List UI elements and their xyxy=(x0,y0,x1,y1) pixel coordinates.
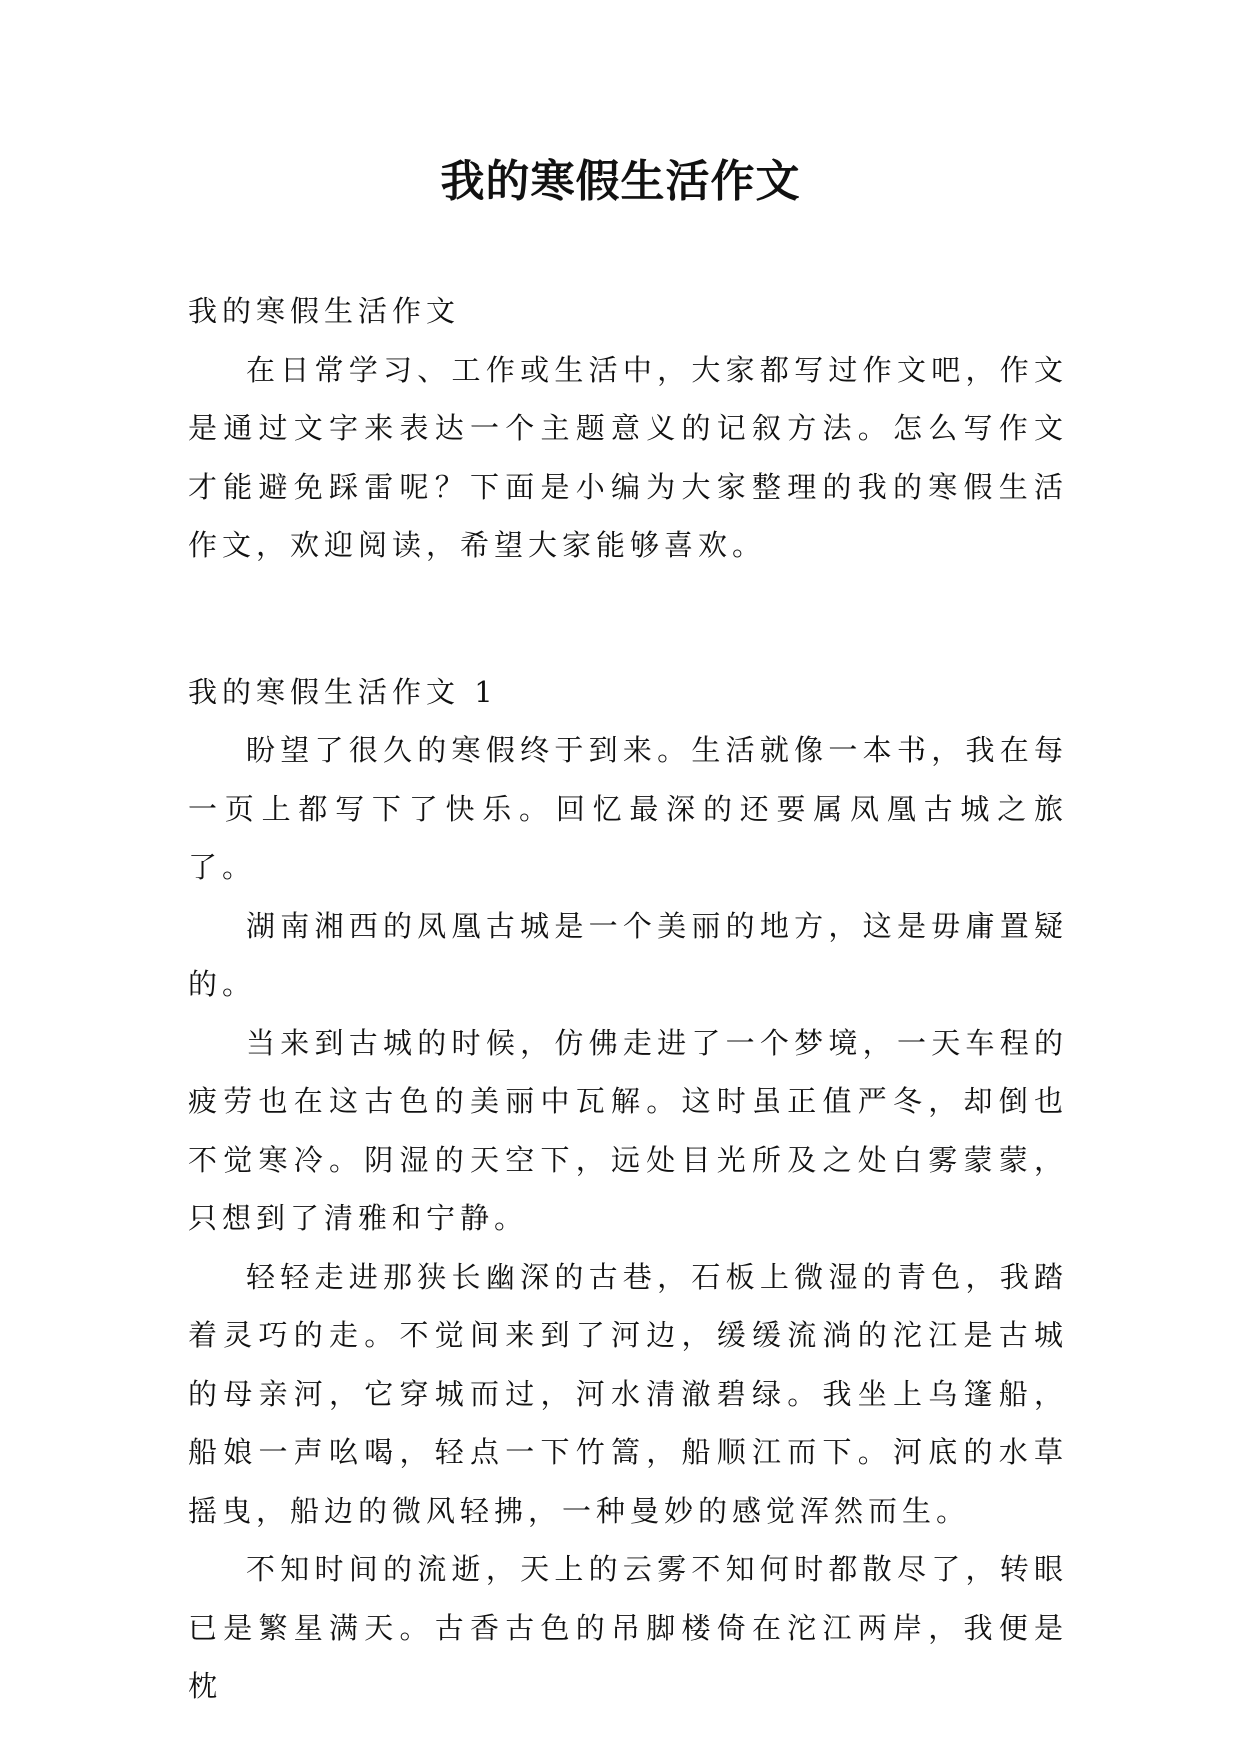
essay1-paragraph: 当来到古城的时候，仿佛走进了一个梦境，一天车程的疲劳也在这古色的美丽中瓦解。这时虽正值严冬，却倒也不觉寒冷。阴湿的天空下，远处目光所及之处白雾蒙蒙，只想到了清雅和宁静。 xyxy=(188,1025,1068,1235)
essay1-paragraph: 不知时间的流逝，天上的云雾不知何时都散尽了，转眼已是繁星满天。古香古色的吊脚楼倚在沱江两岸，我便是枕 xyxy=(188,1552,1068,1703)
section-gap xyxy=(188,575,1068,663)
essay1-paragraph: 湖南湘西的凤凰古城是一个美丽的地方，这是毋庸置疑的。 xyxy=(188,908,1068,1001)
document-body xyxy=(188,282,1068,1716)
essay1-paragraph: 轻轻走进那狭长幽深的古巷，石板上微湿的青色，我踏着灵巧的走。不觉间来到了河边，缓缓流淌的沱江是古城的母亲河，它穿城而过，河水清澈碧绿。我坐上乌篷船，船娘一声吆喝，轻点一下竹篙，船顺江而下。河底的水草摇曳，船边的微风轻拂，一种曼妙的感觉浑然而生。 xyxy=(188,1259,1068,1528)
essay1-paragraph: 盼望了很久的寒假终于到来。生活就像一本书，我在每一页上都写下了快乐。回忆最深的还要属凤凰古城之旅了。 xyxy=(188,733,1068,884)
essay1-heading: 我的寒假生活作文 1 xyxy=(188,674,498,709)
document-title: 我的寒假生活作文 xyxy=(440,156,801,207)
intro-heading: 我的寒假生活作文 xyxy=(188,294,461,328)
intro-paragraph: 在日常学习、工作或生活中，大家都写过作文吧，作文是通过文字来表达一个主题意义的记叙方法。怎么写作文才能避免踩雷呢？下面是小编为大家整理的我的寒假生活作文，欢迎阅读，希望大家能够喜欢。 xyxy=(188,352,1068,562)
